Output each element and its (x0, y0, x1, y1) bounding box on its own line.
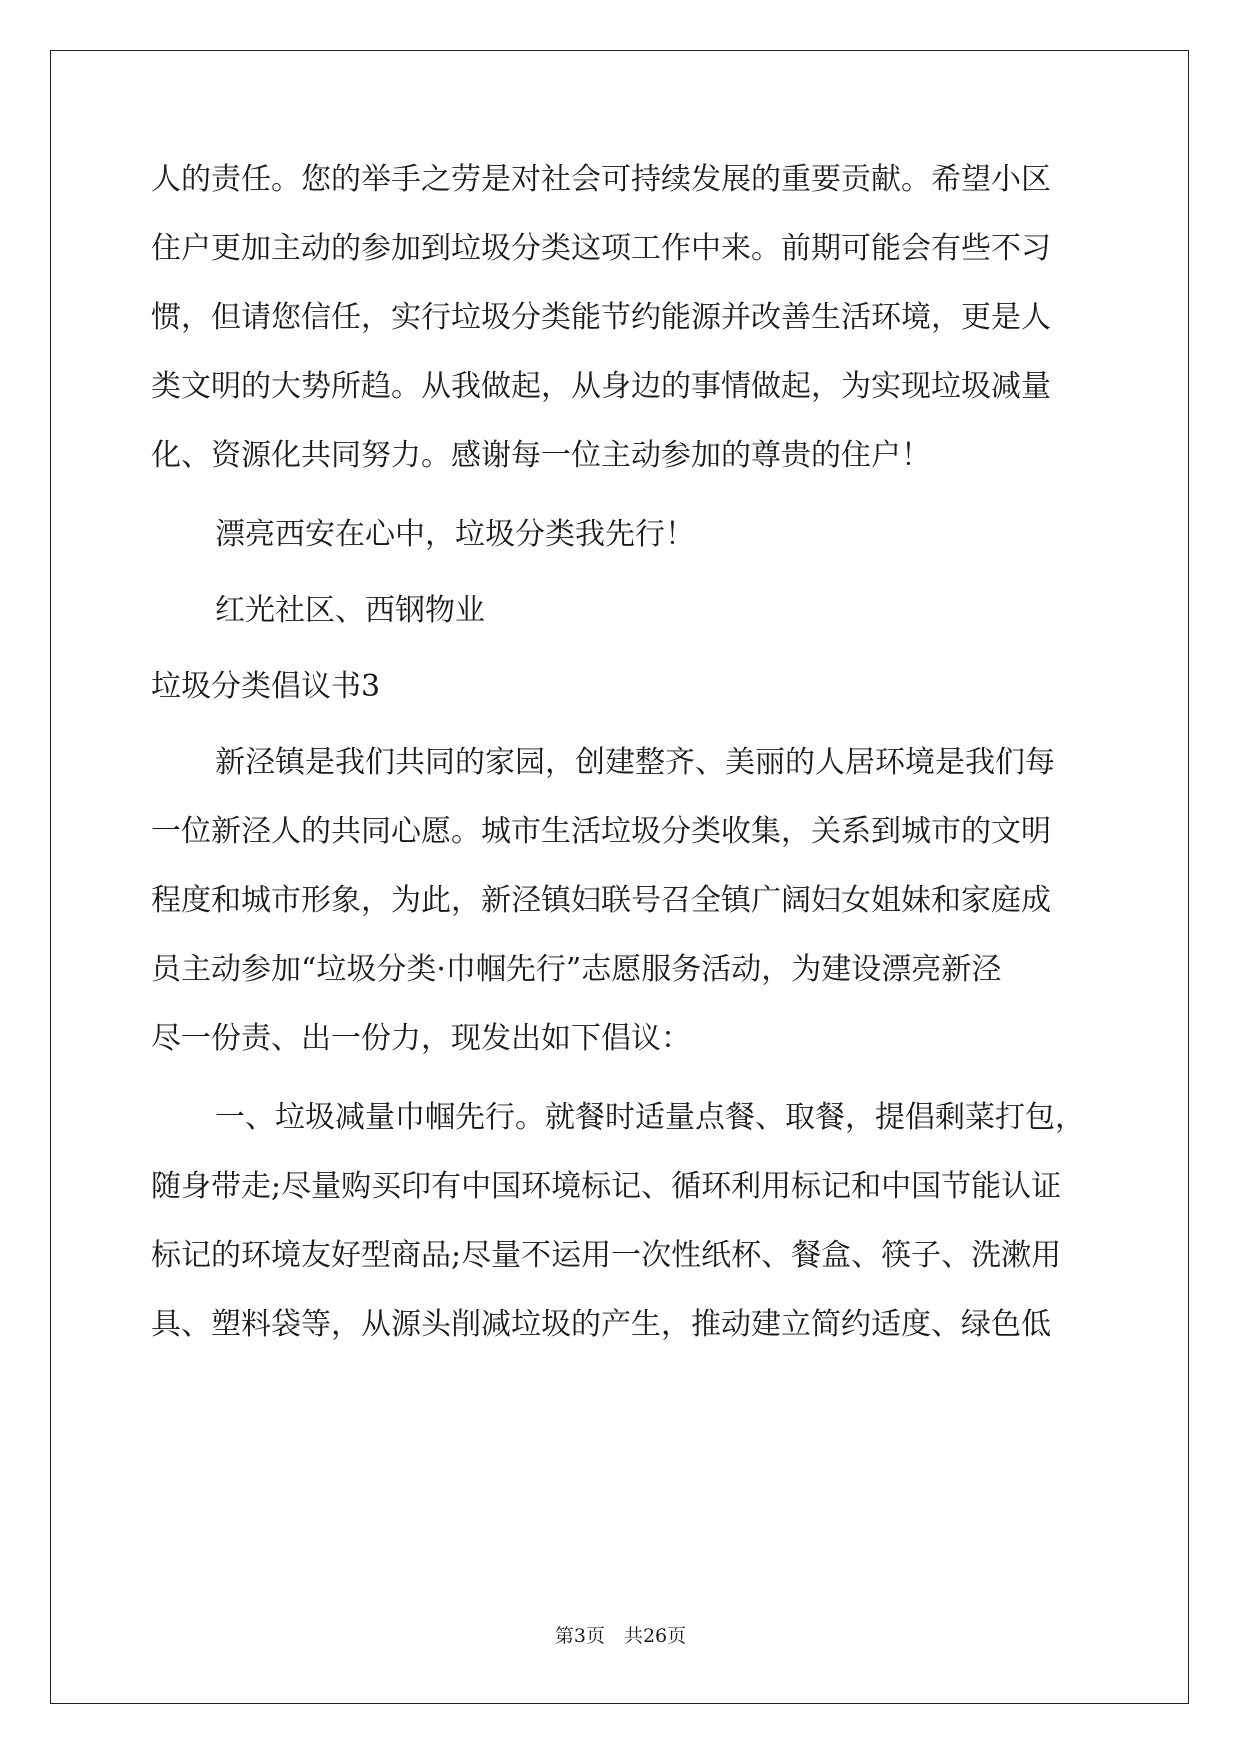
paragraph-line: 惯，但请您信任，实行垃圾分类能节约能源并改善生活环境，更是人 (151, 300, 1051, 335)
paragraph-line: 员主动参加“垃圾分类·巾帼先行”志愿服务活动，为建设漂亮新泾 (151, 952, 1002, 987)
paragraph-line: 程度和城市形象，为此，新泾镇妇联号召全镇广阔妇女姐妹和家庭成 (151, 883, 1051, 918)
paragraph-line: 随身带走;尽量购买印有中国环境标记、循环利用标记和中国节能认证 (151, 1169, 1062, 1204)
signature: 红光社区、西钢物业 (215, 593, 485, 628)
paragraph-line: 标记的环境友好型商品;尽量不运用一次性纸杯、餐盒、筷子、洗漱用 (151, 1238, 1062, 1273)
paragraph-line: 一位新泾人的共同心愿。城市生活垃圾分类收集，关系到城市的文明 (151, 814, 1051, 849)
paragraph-line: 类文明的大势所趋。从我做起，从身边的事情做起，为实现垃圾减量 (151, 369, 1051, 404)
paragraph-line: 人的责任。您的举手之劳是对社会可持续发展的重要贡献。希望小区 (151, 162, 1051, 197)
slogan: 漂亮西安在心中，垃圾分类我先行！ (215, 517, 695, 552)
paragraph-line: 新泾镇是我们共同的家园，创建整齐、美丽的人居环境是我们每 (215, 745, 1055, 780)
paragraph-line: 住户更加主动的参加到垃圾分类这项工作中来。前期可能会有些不习 (151, 231, 1051, 266)
paragraph-line: 具、塑料袋等，从源头削减垃圾的产生，推动建立简约适度、绿色低 (151, 1307, 1051, 1342)
section-heading: 垃圾分类倡议书3 (151, 669, 381, 704)
page-number-footer: 第3页 共26页 (554, 1625, 687, 1647)
paragraph-line: 一、垃圾减量巾帼先行。就餐时适量点餐、取餐，提倡剩菜打包， (215, 1100, 1085, 1135)
paragraph-line: 化、资源化共同努力。感谢每一位主动参加的尊贵的住户！ (151, 438, 931, 473)
paragraph-line: 尽一份责、出一份力，现发出如下倡议： (151, 1021, 691, 1056)
